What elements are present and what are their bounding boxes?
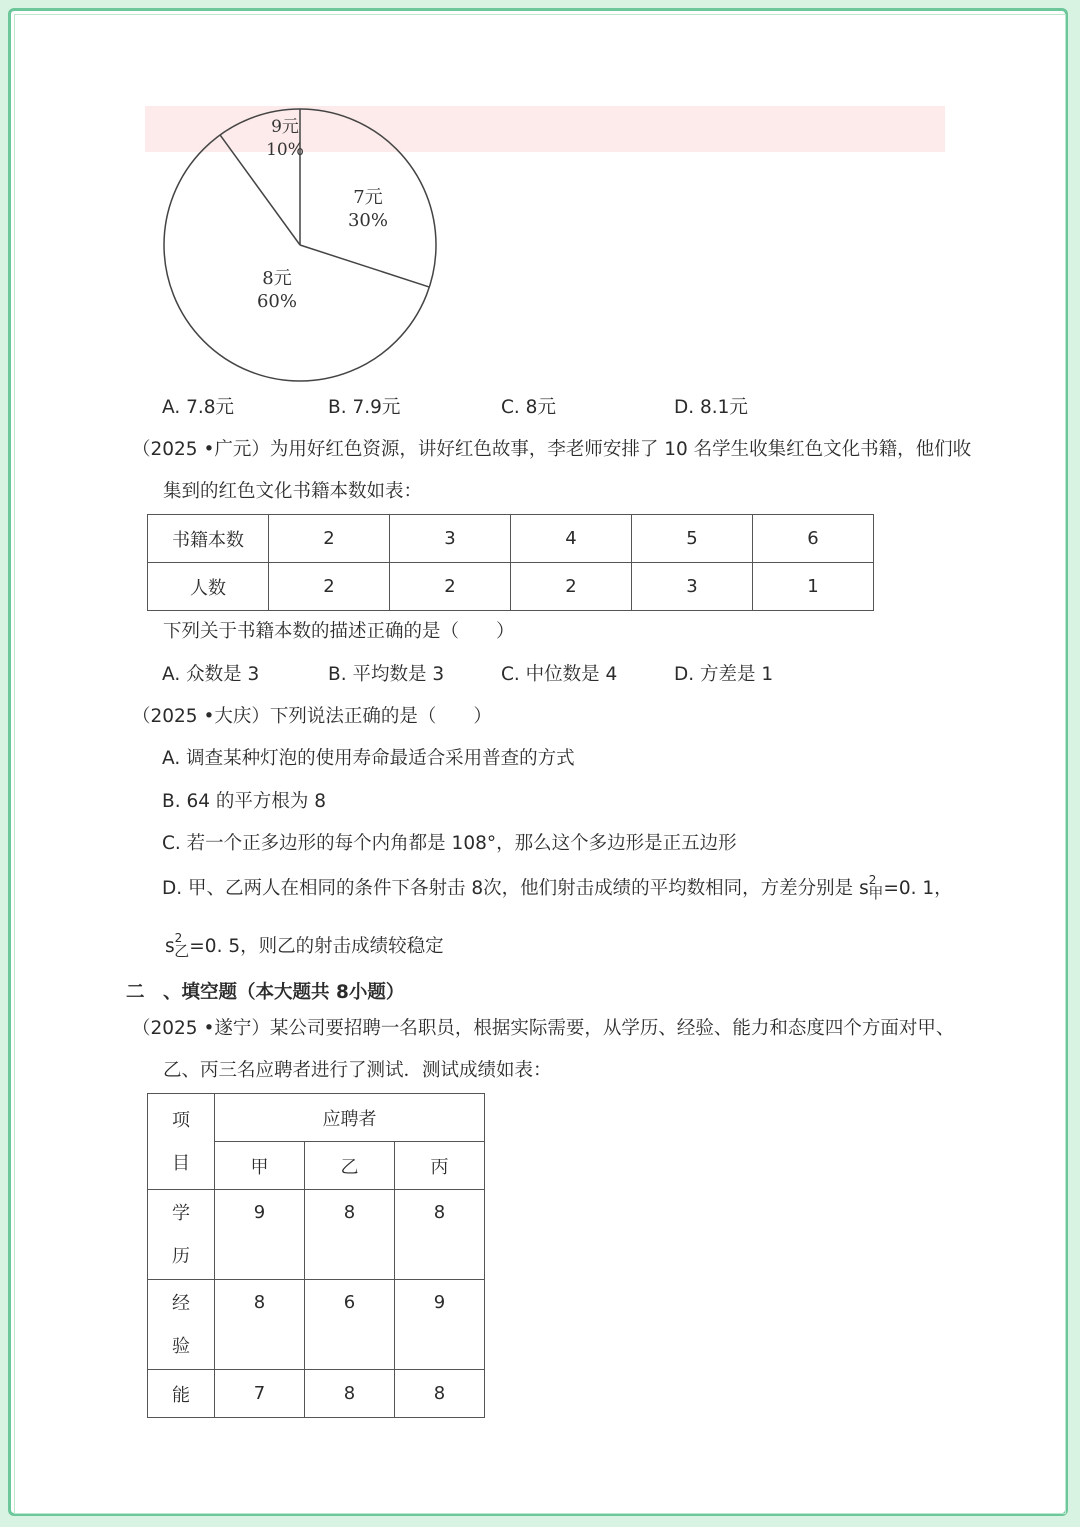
variance-subscript-jia: 甲 [868, 884, 884, 902]
q4-stem-line1: （2025 •遂宁）某公司要招聘一名职员，根据实际需要，从学历、经验、能力和态度四个方面对甲、 [132, 1018, 955, 1039]
pie-label-7: 7元 [353, 187, 383, 208]
variance-exponent: 2 [868, 873, 877, 887]
q1-option-c: C. 8元 [501, 397, 556, 418]
table-cell: 2 [269, 515, 390, 563]
table-cell: 8 [395, 1370, 485, 1418]
variance-subscript-yi: 乙 [174, 942, 190, 960]
pie-pct-30: 30% [347, 210, 389, 231]
table-head-item [148, 1094, 215, 1190]
table-row [148, 563, 874, 611]
q3-stem: （2025 •大庆）下列说法正确的是（ ） [132, 706, 492, 727]
pie-label-9: 9元 [271, 117, 299, 137]
row-head-ability: 能 [148, 1370, 215, 1418]
row-head-char: 经 [172, 1292, 190, 1314]
row-head-char: 验 [172, 1335, 190, 1357]
table-cell: 5 [632, 515, 753, 563]
q4-stem-line2: 乙、丙三名应聘者进行了测试．测试成绩如表： [163, 1060, 552, 1081]
table-cell: 9 [215, 1190, 305, 1280]
row-head-char: 历 [172, 1245, 190, 1267]
q3-option-d-line2 [165, 931, 444, 960]
table-head-applicants: 应聘者 [215, 1094, 485, 1142]
q1-option-d: D. 8.1元 [674, 397, 748, 418]
table-cell: 2 [390, 563, 511, 611]
pie-boundary-1 [300, 245, 429, 287]
table-cell: 8 [305, 1190, 395, 1280]
table-cell: 1 [753, 563, 874, 611]
table-head-yi: 乙 [305, 1142, 395, 1190]
item-bottom-char: 目 [172, 1152, 190, 1174]
table-cell: 3 [390, 515, 511, 563]
table-row [148, 1280, 485, 1370]
row-head-education [148, 1190, 215, 1280]
table-head-bing: 丙 [395, 1142, 485, 1190]
variance-symbol: s [165, 936, 175, 957]
q2-option-a: A. 众数是 3 [162, 664, 260, 685]
q3-option-c: C. 若一个正多边形的每个内角都是 108°，那么这个多边形是正五边形 [162, 833, 737, 854]
table-cell: 8 [395, 1190, 485, 1280]
q2-option-b: B. 平均数是 3 [328, 664, 445, 685]
q3-option-d-text: D. 甲、乙两人在相同的条件下各射击 8次，他们射击成绩的平均数相同，方差分别是 [162, 878, 854, 899]
q3-option-a: A. 调查某种灯泡的使用寿命最适合采用普查的方式 [162, 748, 575, 769]
pie-chart [150, 95, 450, 395]
table-row [148, 1190, 485, 1280]
variance-value-yi: =0. 5，则乙的射击成绩较稳定 [189, 936, 444, 957]
q1-option-a: A. 7.8元 [162, 397, 235, 418]
q1-option-b: B. 7.9元 [328, 397, 401, 418]
table-cell: 6 [753, 515, 874, 563]
table-head-people: 人数 [148, 563, 269, 611]
q2-option-d: D. 方差是 1 [674, 664, 774, 685]
table-cell: 8 [215, 1280, 305, 1370]
q2-stem-line2: 集到的红色文化书籍本数如表： [163, 481, 423, 502]
table-cell: 8 [305, 1370, 395, 1418]
section-title: 二 、填空题（本大题共 8小题） [126, 982, 405, 1003]
pie-label-8: 8元 [262, 268, 292, 289]
table-cell: 6 [305, 1280, 395, 1370]
q3-option-b: B. 64 的平方根为 8 [162, 791, 327, 812]
table-cell: 2 [269, 563, 390, 611]
books-table [147, 514, 874, 611]
table-cell: 9 [395, 1280, 485, 1370]
q2-stem-line1: （2025 •广元）为用好红色资源，讲好红色故事，李老师安排了 10 名学生收集红色文化书籍，他们收 [132, 439, 972, 460]
row-head-char: 学 [172, 1202, 190, 1224]
pie-pct-60: 60% [256, 291, 298, 312]
table-cell: 2 [511, 563, 632, 611]
q3-option-d [162, 873, 953, 902]
variance-value-jia: =0. 1， [883, 878, 953, 899]
q2-option-c: C. 中位数是 4 [501, 664, 618, 685]
table-row [148, 515, 874, 563]
pie-pct-10: 10% [266, 140, 304, 160]
variance-symbol: s [859, 878, 869, 899]
table-head-jia: 甲 [215, 1142, 305, 1190]
table-cell: 3 [632, 563, 753, 611]
table-head-books: 书籍本数 [148, 515, 269, 563]
item-top-char: 项 [172, 1109, 190, 1131]
table-cell: 4 [511, 515, 632, 563]
table-row [148, 1094, 485, 1142]
table-cell: 7 [215, 1370, 305, 1418]
variance-exponent: 2 [174, 931, 183, 945]
score-table [147, 1093, 485, 1418]
row-head-experience [148, 1280, 215, 1370]
q2-question: 下列关于书籍本数的描述正确的是（ ） [163, 621, 515, 642]
table-row [148, 1370, 485, 1418]
